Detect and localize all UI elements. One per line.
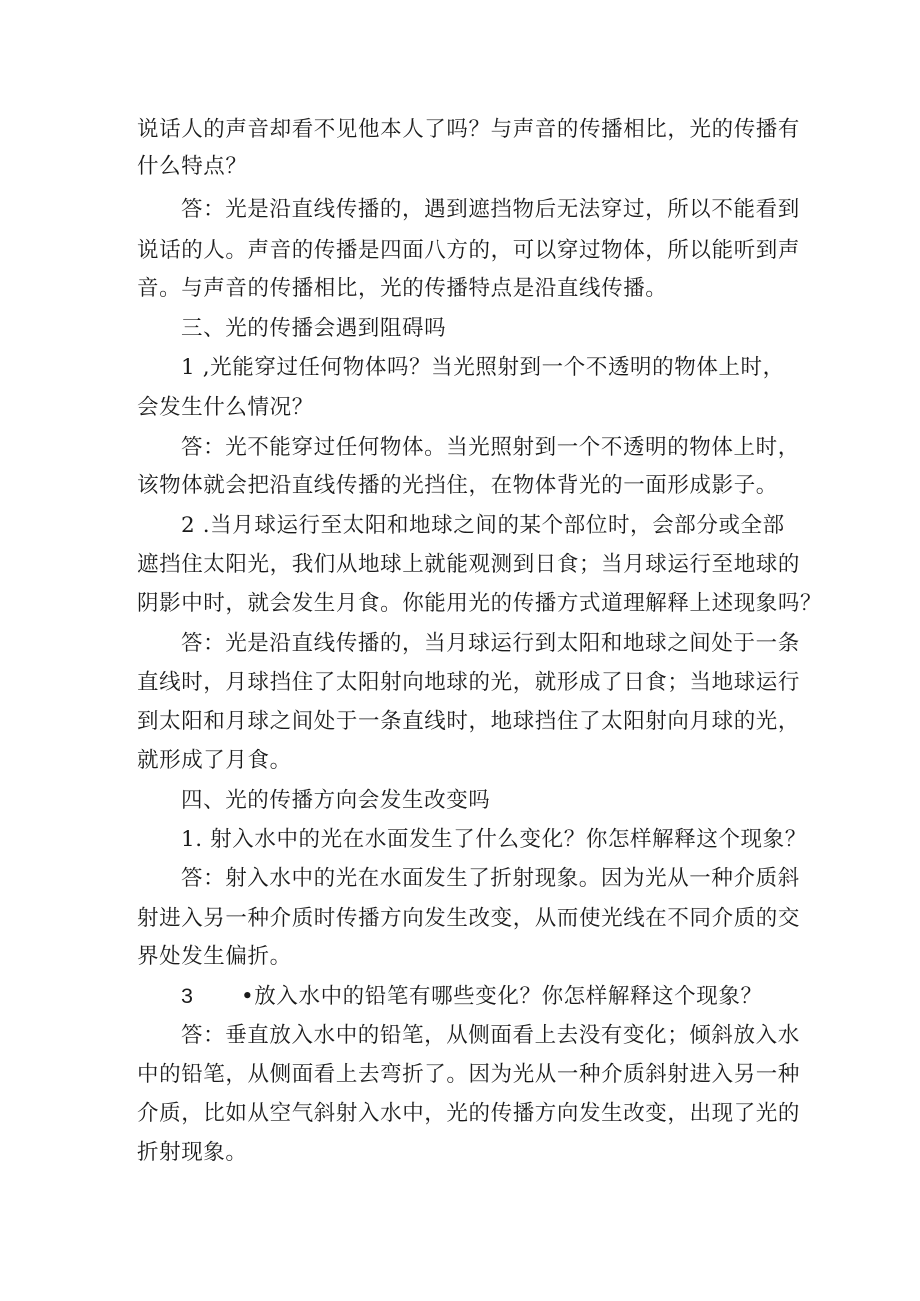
text-line: 遮挡住太阳光，我们从地球上就能观测到日食；当月球运行至地球的	[137, 552, 801, 577]
text-line: 就形成了月食。	[137, 748, 292, 773]
section-heading: 三、光的传播会遇到阻碍吗	[181, 316, 447, 341]
text-line: 说话的人。声音的传播是四面八方的，可以穿过物体，所以能听到声	[137, 238, 801, 263]
question-line: 1 ,光能穿过任何物体吗？当光照射到一个不透明的物体上时，	[181, 355, 785, 380]
text-line: 什么特点？	[137, 154, 248, 179]
text-line: 答：垂直放入水中的铅笔，从侧面看上去没有变化；倾斜放入水	[181, 1023, 800, 1048]
section-heading: 四、光的传播方向会发生改变吗	[181, 788, 491, 813]
question-number: 3	[181, 984, 193, 1008]
text-line: 答：光是沿直线传播的，遇到遮挡物后无法穿过，所以不能看到	[181, 197, 800, 222]
text-line: 该物体就会把沿直线传播的光挡住，在物体背光的一面形成影子。	[137, 473, 778, 498]
text-line: 说话人的声音却看不见他本人了吗？与声音的传播相比，光的传播有	[137, 117, 801, 142]
text-line: 答：光是沿直线传播的，当月球运行到太阳和地球之间处于一条	[181, 631, 800, 656]
question-line: 1. 射入水中的光在水面发生了什么变化？你怎样解释这个现象？	[181, 827, 807, 852]
text-line: 答：射入水中的光在水面发生了折射现象。因为光从一种介质斜	[181, 866, 800, 891]
text-line: 答：光不能穿过任何物体。当光照射到一个不透明的物体上时，	[181, 435, 800, 460]
text-line: 音。与声音的传播相比，光的传播特点是沿直线传播。	[137, 276, 668, 301]
text-line: 到太阳和月球之间处于一条直线时，地球挡住了太阳射向月球的光，	[137, 709, 801, 734]
question-line: •放入水中的铅笔有哪些变化？你怎样解释这个现象？	[241, 984, 763, 1009]
text-line: 介质，比如从空气斜射入水中，光的传播方向发生改变，出现了光的	[137, 1101, 801, 1126]
text-line: 会发生什么情况？	[137, 395, 314, 420]
text-line: 射进入另一种介质时传播方向发生改变，从而使光线在不同介质的交	[137, 906, 801, 931]
question-line: 2 .当月球运行至太阳和地球之间的某个部位时，会部分或全部	[181, 513, 785, 538]
text-line: 界处发生偏折。	[137, 944, 292, 969]
text-line: 直线时，月球挡住了太阳射向地球的光，就形成了日食；当地球运行	[137, 670, 801, 695]
text-line: 折射现象。	[137, 1140, 248, 1165]
text-line: 中的铅笔，从侧面看上去弯折了。因为光从一种介质斜射进入另一种	[137, 1062, 801, 1087]
text-line: 阴影中时，就会发生月食。你能用光的传播方式道理解释上述现象吗？	[137, 591, 823, 616]
